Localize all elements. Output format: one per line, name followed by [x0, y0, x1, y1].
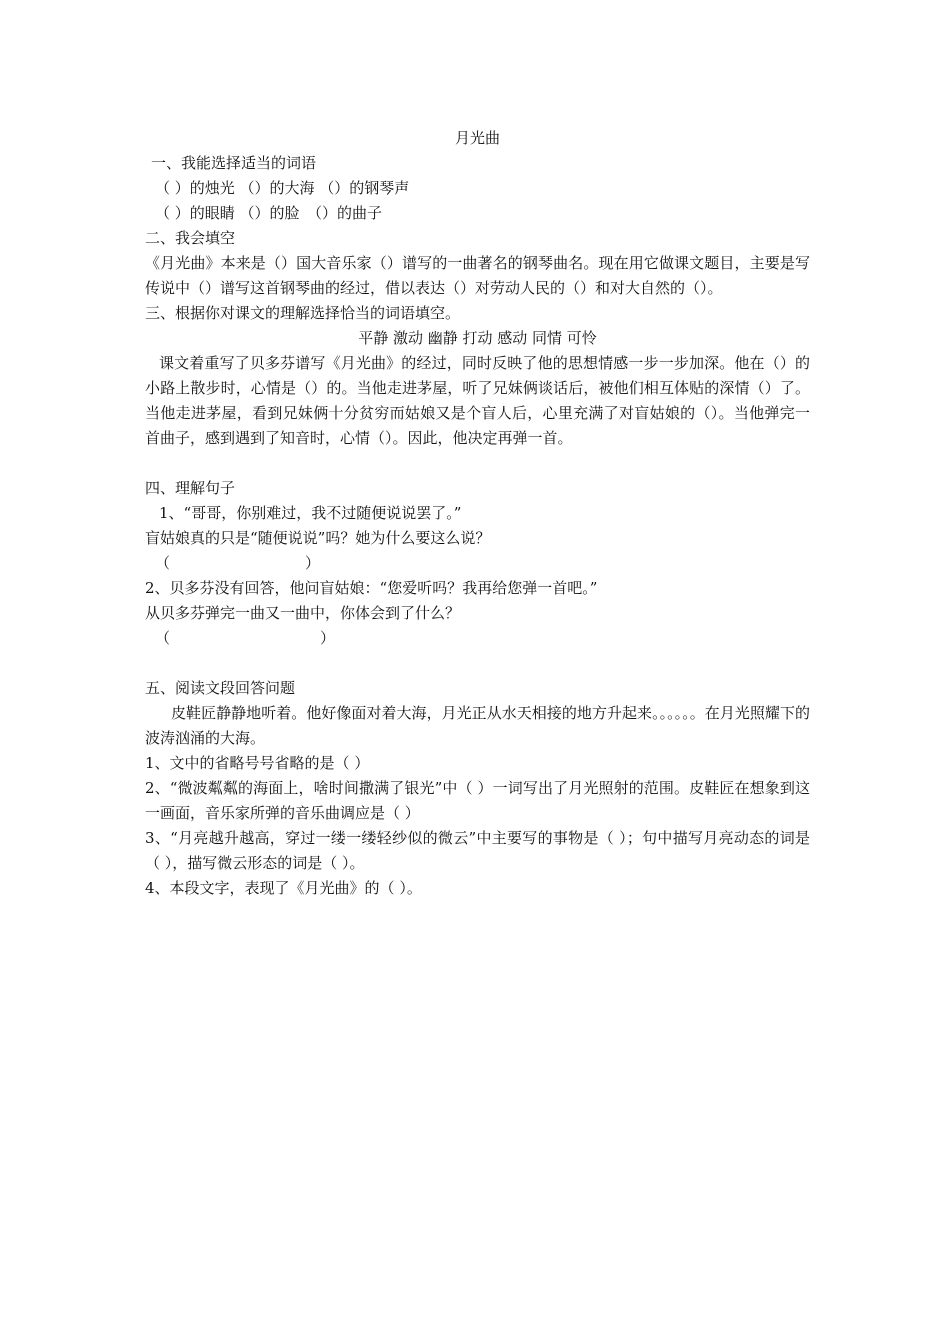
section-5-q1: 1、文中的省略号号省略的是（ ）	[145, 754, 370, 772]
section-4-q1-quote: 1、“哥哥，你别难过，我不过随便说说罢了。”	[159, 504, 462, 522]
section-2-paragraph: 《月光曲》本来是（）国大音乐家（）谱写的一曲著名的钢琴曲名。现在用它做课文题目，主要是写传说中（）谱写这首钢琴曲的经过，借以表达（）对劳动人民的（）和对大自然的（）。	[145, 254, 810, 297]
section-1-row-1: （ ）的烛光 （）的大海 （）的钢琴声	[155, 179, 410, 197]
section-5-q4: 4、本段文字，表现了《月光曲》的（ ）。	[145, 879, 422, 897]
section-3-paragraph: 课文着重写了贝多芬谱写《月光曲》的经过，同时反映了他的思想情感一步一步加深。他在（）的小路上散步时，心情是（）的。当他走进茅屋，听了兄妹俩谈话后，被他们相互体贴的深情（）了。当他走进茅屋，看到兄妹俩十分贫穷而姑娘又是个盲人后，心里充满了对盲姑娘的（）。当他弹完一首曲子，感到遇到了知音时，心情（）。因此，他决定再弹一首。	[145, 354, 810, 447]
document-title: 月光曲	[454, 129, 500, 147]
section-4-q1-answer-blank[interactable]: （ ）	[155, 554, 321, 572]
section-4-q2-question: 从贝多芬弹完一曲又一曲中，你体会到了什么？	[145, 604, 461, 622]
section-5-passage: 皮鞋匠静静地听着。他好像面对着大海，月光正从水天相接的地方升起来。。。。。。在月光照耀下的波涛汹涌的大海。	[145, 704, 810, 747]
section-3-heading: 三、根据你对课文的理解选择恰当的词语填空。	[145, 304, 461, 322]
section-1-row-2: （ ）的眼睛 （）的脸 （）的曲子	[155, 204, 383, 222]
section-4-q2-answer-blank[interactable]: （ ）	[155, 629, 336, 647]
section-1-heading: 一、我能选择适当的词语	[151, 154, 317, 172]
section-4-q1-question: 盲姑娘真的只是“随便说说”吗？她为什么要这么说？	[145, 529, 491, 547]
section-4-q2-quote: 2、贝多芬没有回答，他问盲姑娘：“您爱听吗？我再给您弹一首吧。”	[145, 579, 598, 597]
document-page	[145, 126, 810, 901]
section-2-heading: 二、我会填空	[145, 229, 236, 247]
section-4-heading: 四、理解句子	[145, 479, 236, 497]
section-5-q2: 2、“微波粼粼的海面上，啥时间撒满了银光”中（ ）一词写出了月光照射的范围。皮鞋匠在想象到这一画面，音乐家所弹的音乐曲调应是（ ）	[145, 779, 810, 822]
section-3-word-bank: 平静 激动 幽静 打动 感动 同情 可怜	[358, 329, 597, 347]
spacer	[145, 451, 810, 476]
section-5-q3: 3、“月亮越升越高，穿过一缕一缕轻纱似的微云”中主要写的事物是（ ）；句中描写月亮动态的词是（ ），描写微云形态的词是（ ）。	[145, 829, 810, 872]
spacer	[145, 651, 810, 676]
section-5-heading: 五、阅读文段回答问题	[145, 679, 296, 697]
